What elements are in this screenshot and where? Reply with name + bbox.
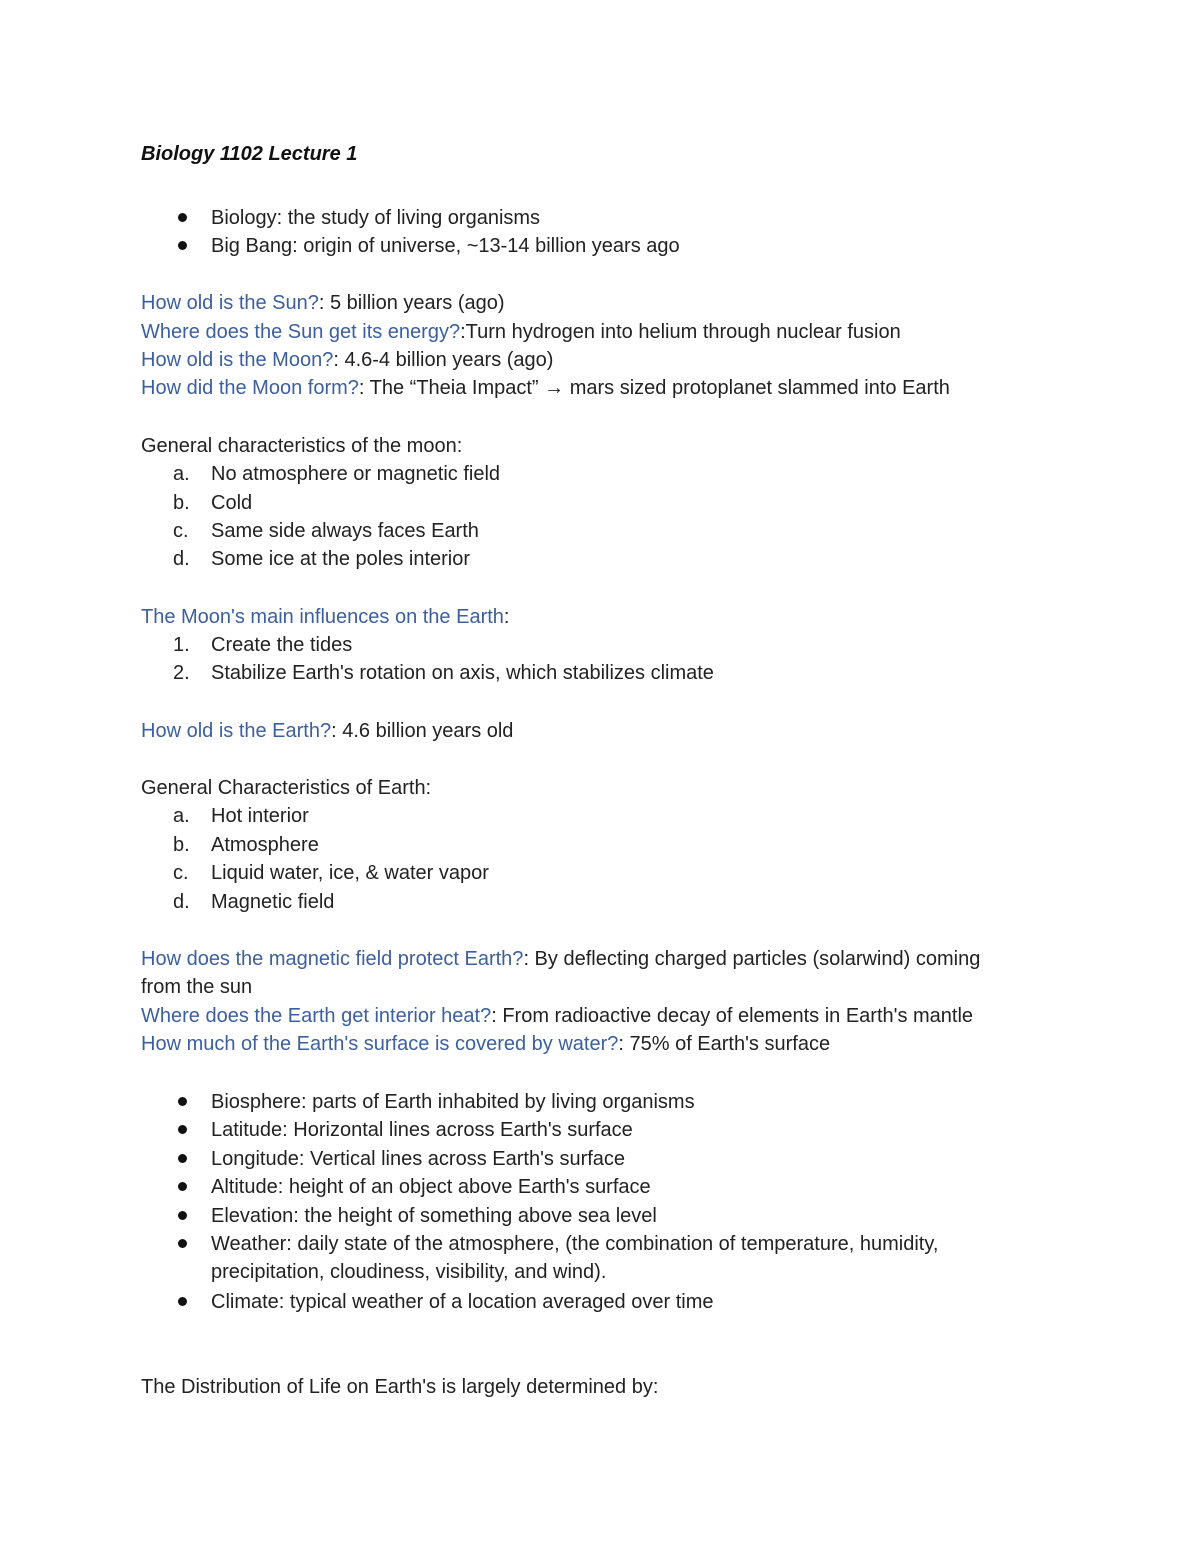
list-item: Elevation: the height of something above sea level bbox=[211, 1205, 657, 1227]
question-text: How old is the Moon? bbox=[141, 349, 334, 371]
list-item: Climate: typical weather of a location averaged over time bbox=[211, 1291, 714, 1313]
list-marker: a. bbox=[173, 463, 190, 485]
page-title: Biology 1102 Lecture 1 bbox=[141, 143, 358, 165]
list-item: Same side always faces Earth bbox=[211, 520, 479, 542]
qa-line bbox=[141, 945, 980, 973]
question-text: How much of the Earth's surface is covered by water? bbox=[141, 1033, 619, 1055]
answer-text: : By deflecting charged particles (solarwind) coming bbox=[523, 948, 981, 970]
list-item: Biology: the study of living organisms bbox=[211, 207, 541, 229]
qa-line bbox=[141, 318, 901, 346]
bullet-dot bbox=[178, 213, 187, 222]
list-item: Weather: daily state of the atmosphere, (the combination of temperature, humidity, bbox=[211, 1233, 939, 1255]
bullet-dot bbox=[178, 241, 187, 250]
list-marker: b. bbox=[173, 834, 190, 856]
qa-line bbox=[141, 289, 505, 317]
bullet-dot bbox=[178, 1125, 187, 1134]
section-heading: General Characteristics of Earth: bbox=[141, 777, 432, 799]
list-item: Big Bang: origin of universe, ~13-14 billion years ago bbox=[211, 235, 680, 257]
question-text: Where does the Sun get its energy? bbox=[141, 321, 461, 343]
list-marker: a. bbox=[173, 805, 190, 827]
answer-text: : 4.6 billion years old bbox=[331, 720, 514, 742]
answer-text: : 4.6-4 billion years (ago) bbox=[333, 349, 554, 371]
qa-line bbox=[141, 1002, 973, 1030]
qa-line bbox=[141, 374, 950, 402]
question-text: The Moon's main influences on the Earth bbox=[141, 606, 504, 628]
question-text: How old is the Sun? bbox=[141, 292, 319, 314]
list-item: Stabilize Earth's rotation on axis, which stabilizes climate bbox=[211, 662, 714, 684]
list-item: Atmosphere bbox=[211, 834, 319, 856]
list-item: Some ice at the poles interior bbox=[211, 548, 471, 570]
list-item: Longitude: Vertical lines across Earth's surface bbox=[211, 1148, 626, 1170]
list-item: Biosphere: parts of Earth inhabited by living organisms bbox=[211, 1091, 695, 1113]
answer-text: : bbox=[503, 606, 510, 628]
question-text: How did the Moon form? bbox=[141, 377, 359, 399]
list-marker: c. bbox=[173, 862, 189, 884]
list-marker: d. bbox=[173, 891, 190, 913]
bullet-dot bbox=[178, 1182, 187, 1191]
answer-text: : The “Theia Impact” → mars sized protoplanet slammed into Earth bbox=[358, 377, 950, 399]
question-text: How does the magnetic field protect Earth? bbox=[141, 948, 524, 970]
list-item: No atmosphere or magnetic field bbox=[211, 463, 501, 485]
bullet-dot bbox=[178, 1154, 187, 1163]
answer-text: :Turn hydrogen into helium through nuclear fusion bbox=[460, 321, 901, 343]
qa-line bbox=[141, 717, 513, 745]
qa-line bbox=[141, 346, 553, 374]
answer-text: : From radioactive decay of elements in Earth's mantle bbox=[491, 1005, 974, 1027]
question-text: Where does the Earth get interior heat? bbox=[141, 1005, 492, 1027]
section-heading: The Distribution of Life on Earth's is largely determined by: bbox=[141, 1376, 659, 1398]
list-marker: 2. bbox=[173, 662, 190, 684]
bullet-dot bbox=[178, 1239, 187, 1248]
list-item: Create the tides bbox=[211, 634, 353, 656]
question-text: How old is the Earth? bbox=[141, 720, 332, 742]
list-item: Magnetic field bbox=[211, 891, 335, 913]
list-marker: b. bbox=[173, 492, 190, 514]
qa-continuation: from the sun bbox=[141, 976, 253, 998]
bullet-dot bbox=[178, 1097, 187, 1106]
answer-text: : 5 billion years (ago) bbox=[318, 292, 505, 314]
list-item: Hot interior bbox=[211, 805, 309, 827]
list-item: Cold bbox=[211, 492, 253, 514]
answer-text: : 75% of Earth's surface bbox=[618, 1033, 831, 1055]
bullet-dot bbox=[178, 1297, 187, 1306]
list-item-continuation: precipitation, cloudiness, visibility, and wind). bbox=[211, 1261, 607, 1283]
list-item: Latitude: Horizontal lines across Earth's surface bbox=[211, 1119, 633, 1141]
list-item: Altitude: height of an object above Earth's surface bbox=[211, 1176, 651, 1198]
list-marker: c. bbox=[173, 520, 189, 542]
list-item: Liquid water, ice, & water vapor bbox=[211, 862, 489, 884]
section-heading: General characteristics of the moon: bbox=[141, 435, 463, 457]
qa-line bbox=[141, 1030, 830, 1058]
bullet-dot bbox=[178, 1211, 187, 1220]
list-marker: 1. bbox=[173, 634, 190, 656]
section-heading bbox=[141, 603, 509, 631]
list-marker: d. bbox=[173, 548, 190, 570]
